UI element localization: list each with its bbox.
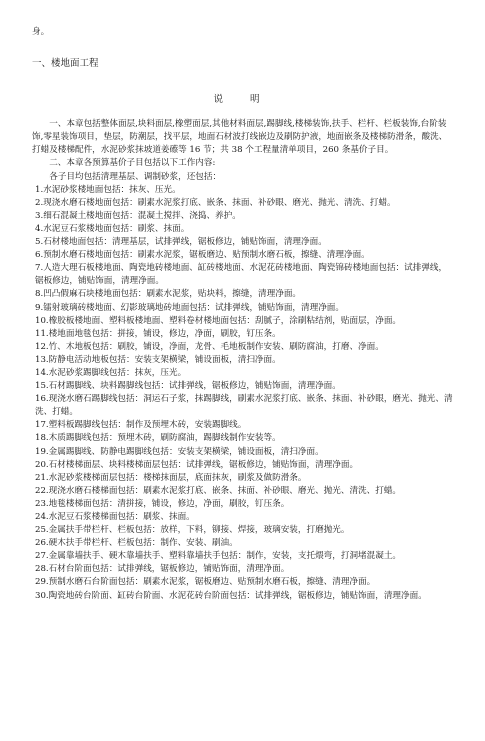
list-item: 11.楼地面地毯包括：拼接，铺设，修边，净面，刷胶，钉压条。 [35, 328, 281, 339]
list-item: 19.金属踢脚线、防静电踢脚线包括：安装支架横梁，铺设面板，清扫净面。 [35, 446, 324, 457]
list-item: 9.镭射玻璃砖楼地面、幻影玻璃地砖地面包括：试排弹线，铺贴饰面，清理净面。 [35, 302, 344, 313]
list-item: 13.防静电活动地板包括：安装支架横梁，铺设面板，清扫净面。 [35, 354, 281, 365]
list-item: 7.人造大理石板楼地面、陶瓷地砖楼地面、缸砖楼地面、水泥花砖楼地面、陶瓷锦砖楼地面包括：试排弹线，锯板修边，铺贴饰面，清理净面。 [35, 263, 448, 287]
list-item: 15.石材踢脚线、块料踢脚线包括：试排弹线，锯板修边，铺贴饰面，清理净面。 [35, 381, 341, 392]
items-list [32, 184, 453, 603]
list-item: 5.石材楼地面包括：清理基层，试排弹线，锯板修边，铺贴饰面，清理净面。 [35, 237, 327, 248]
top-text: 身。 [32, 27, 50, 37]
list-item: 23.地毯楼梯面包括：清拼接，铺设，修边，净面，刷胶，钉压条。 [35, 498, 290, 509]
list-item: 3.细石混凝土楼地面包括：混凝土搅拌、浇捣、养护。 [35, 210, 241, 221]
list-item: 20.石材楼梯面层、块料楼梯面层包括：试排弹线，锯板修边，铺贴饰面，清理净面。 [35, 459, 359, 470]
list-item: 16.现浇水磨石踢脚线包括：洞运石子浆，抹踢脚线，刷素水泥浆打底、嵌条、抹面、补砂眼，磨光、抛光、清洗、打蜡。 [35, 394, 453, 418]
list-item: 1.水泥砂浆楼地面包括：抹灰、压光。 [35, 184, 181, 195]
list-item: 4.水泥豆石浆楼地面包括：刷浆、抹面。 [35, 223, 190, 234]
list-item: 8.凹凸假麻石块楼地面包括：刷素水泥浆，贴块料，擦缝，清理净面。 [35, 289, 302, 300]
list-item: 17.塑料板踢脚线包括：制作及预埋木砖，安装踢脚线。 [35, 420, 247, 431]
list-item: 25.金属扶手带栏杆、栏板包括：放样，下料，铆接、焊接，玻璃安装，打磨抛光。 [35, 525, 350, 536]
section-heading: 一、楼地面工程 [32, 58, 99, 70]
paragraph-1: 一、本章包括整体面层,块料面层,橡塑面层,其他材料面层,踢脚线,楼梯装饰,扶手、栏杆、栏板装饰,台阶装饰,零星装饰项目，垫层，防潮层，找平层，地面石材波打线嵌边及刷防护液，地面嵌条及楼梯防滑条，酸洗、打蜡及楼梯配件，水泥砂浆抹坡道姜礤等 16 节；共 38 个工程量清单项目，260 条基价子目。 [32, 119, 448, 156]
list-item: 21.水泥砂浆楼梯面层包括：楼梯抹面层，底面抹灰，刷浆及做防滑条。 [35, 472, 307, 483]
list-item: 27.金属靠墙扶手、硬木靠墙扶手、塑料靠墙扶手包括：制作，安装，支托煨弯，打洞堵混凝土。 [35, 551, 402, 562]
list-item: 22.现浇水磨石楼梯面包括：刷素水泥浆打底、嵌条、抹面、补砂眼、磨光、抛光、清洗、打蜡。 [35, 485, 402, 496]
list-item: 28.石材台阶面包括：试排弹线，锯板修边，铺贴饰面，清理净面。 [35, 564, 290, 575]
explanation-title: 说 明 [213, 94, 272, 106]
list-item: 14.水泥砂浆踢脚线包括：抹灰，压光。 [35, 367, 187, 378]
paragraph-2: 二、本章各预算基价子目包括以下工作内容: [49, 158, 216, 169]
paragraph-3: 各子目均包括清理基层、调制砂浆，还包括： [49, 171, 222, 182]
list-item: 26.硬木扶手带栏杆、栏板包括：制作、安装、刷油。 [35, 538, 238, 549]
list-item: 6.预制水磨石楼地面包括：刷素水泥浆，锯板磨边、贴预制水磨石板，擦缝、清理净面。 [35, 250, 370, 261]
list-item: 24.水泥豆石浆楼梯面包括：刷浆、抹面。 [35, 512, 195, 522]
list-item: 18.木质踢脚线包括：预埋木砖，刷防腐油，踢脚线制作安装等。 [35, 433, 281, 444]
list-item: 10.橡胶板楼地面、塑料板楼地面、塑料卷材楼地面包括：刮腻子，涂刷粘结剂，贴面层，净面。 [35, 315, 402, 326]
list-item: 30.陶瓷地砖台阶面、缸砖台阶面、水泥花砖台阶面包括：试排弹线，锯板修边，铺贴饰面，清理净面。 [35, 590, 427, 601]
list-item: 12.竹、木地板包括：刷胶，铺设，净面，龙骨、毛地板制作安装、刷防腐油，打磨、净面。 [35, 341, 384, 352]
list-item: 2.现浇水磨石楼地面包括：刷素水泥浆打底、嵌条、抹面、补砂眼、磨光、抛光、清洗、打蜡。 [35, 197, 396, 208]
list-item: 29.预制水磨石台阶面包括：刷素水泥浆，锯板磨边、贴预制水磨石板，擦缝、清理净面。 [35, 577, 376, 588]
